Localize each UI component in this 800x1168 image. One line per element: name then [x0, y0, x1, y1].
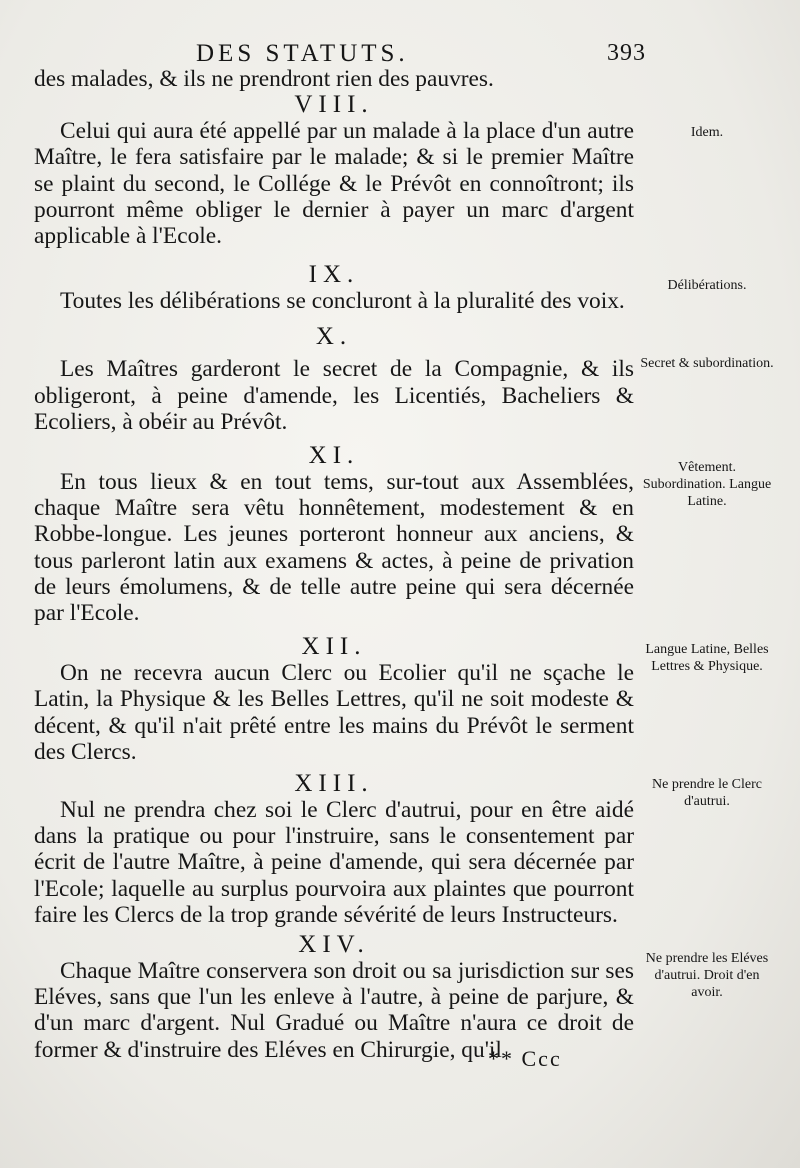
- margin-note: Secret & subordination.: [640, 356, 774, 371]
- article-number: XI.: [308, 442, 360, 470]
- margin-note: Délibérations.: [667, 278, 747, 293]
- margin-note: Ne prendre le Clerc d'autrui.: [652, 777, 762, 809]
- margin-note: Langue Latine, Belles Lettres & Physique.: [645, 642, 769, 674]
- margin-note: Ne prendre les Eléves d'autrui. Droit d'en avoir.: [645, 951, 769, 1000]
- article-text: Toutes les délibérations se concluront à la pluralité des voix.: [60, 288, 625, 315]
- article-number: XII.: [301, 633, 367, 661]
- article-text: Chaque Maître conservera son droit ou sa jurisdiction sur ses Eléves, sans que l'un les enleve à l'autre, à peine de parjure, & d'un marc d'argent. Nul Gradué ou Maître n'aura ce droit de former & d'instruire des Eléves en Chirurgie, qu'il: [34, 958, 634, 1063]
- article-number: XIV.: [298, 931, 370, 959]
- article-number: XIII.: [294, 770, 374, 798]
- article-number: IX.: [308, 261, 360, 289]
- article-text: Celui qui aura été appellé par un malade à la place d'un autre Maître, le fera satisfaire par le malade; & si le premier Maître se plaint du second, le Collége & le Prévôt en connoîtront; ils pourront même obliger le dernier à payer un marc d'argent applicable à l'Ecole.: [34, 118, 634, 250]
- article-number: X.: [315, 323, 353, 351]
- opening-line: des malades, & ils ne prendront rien des pauvres.: [34, 66, 494, 92]
- margin-note: Vêtement. Subordination. Langue Latine.: [642, 460, 772, 509]
- article-number: VIII.: [294, 91, 374, 119]
- article-text: En tous lieux & en tout tems, sur-tout aux Assemblées, chaque Maître sera vêtu honnêtement, modestement & en Robbe-longue. Les jeunes porteront honneur aux anciens, & tous parleront latin aux examens & actes, à peine de privation de leurs émolumens, & de telle autre peine qui sera décernée par l'Ecole.: [34, 469, 634, 627]
- main-text: [34, 66, 634, 1063]
- catchword: ** Ccc: [488, 1046, 562, 1071]
- article-text: Les Maîtres garderont le secret de la Compagnie, & ils obligeront, à peine d'amende, les Licentiés, Bacheliers & Ecoliers, à obéir au Prévôt.: [34, 356, 634, 435]
- margin-note: Idem.: [690, 125, 724, 140]
- article-text: Nul ne prendra chez soi le Clerc d'autrui, pour en être aidé dans la pratique ou pour l'instruire, sans le consentement par écrit de l'autre Maître, à peine d'amende, qui sera décernée par l'Ecole; laquelle au surplus pourvoira aux plaintes que pourront faire les Clercs de la trop grande sévérité de leurs Instructeurs.: [34, 797, 634, 928]
- article-text: On ne recevra aucun Clerc ou Ecolier qu'il ne sçache le Latin, la Physique & les Belles Lettres, qu'il ne soit modeste & décent, & qu'il n'ait prêté entre les mains du Prévôt le serment des Clercs.: [34, 660, 634, 765]
- page-number: 393: [607, 40, 646, 66]
- running-title: DES STATUTS.: [196, 40, 409, 67]
